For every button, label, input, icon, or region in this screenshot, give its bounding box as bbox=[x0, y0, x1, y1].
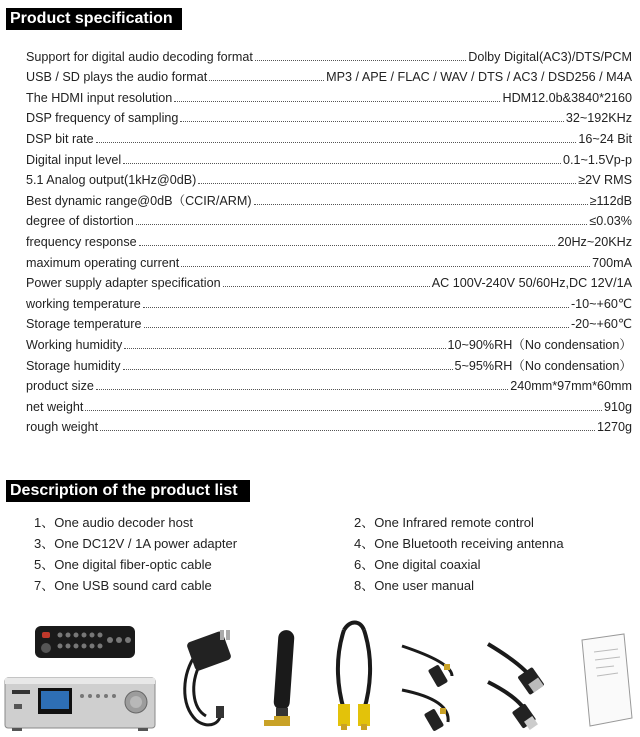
dot-leader bbox=[223, 286, 430, 287]
dot-leader bbox=[124, 348, 445, 349]
spec-label: Digital input level bbox=[26, 152, 122, 167]
spec-row bbox=[26, 65, 632, 86]
list-item: 7、One USB sound card cable bbox=[34, 578, 212, 593]
spec-value: 240mm*97mm*60mm bbox=[510, 379, 632, 394]
spec-row bbox=[26, 291, 632, 312]
dot-leader bbox=[181, 266, 590, 267]
spec-value: 910g bbox=[603, 399, 632, 414]
spec-value: Dolby Digital(AC3)/DTS/PCM bbox=[468, 49, 632, 64]
spec-value: -20~+60℃ bbox=[570, 317, 632, 332]
spec-label: working temperature bbox=[26, 296, 141, 311]
dot-leader bbox=[139, 245, 556, 246]
dot-leader bbox=[198, 183, 576, 184]
spec-value: AC 100V-240V 50/60Hz,DC 12V/1A bbox=[431, 276, 632, 291]
spec-row bbox=[26, 353, 632, 374]
optical-cable-image bbox=[392, 636, 462, 732]
spec-value: MP3 / APE / FLAC / WAV / DTS / AC3 / DSD256 / M4A bbox=[326, 70, 632, 85]
spec-label: rough weight bbox=[26, 420, 99, 435]
product-list bbox=[34, 513, 634, 596]
spec-label: Power supply adapter specification bbox=[26, 276, 221, 291]
dot-leader bbox=[144, 327, 569, 328]
spec-row bbox=[26, 374, 632, 395]
spec-row bbox=[26, 250, 632, 271]
dot-leader bbox=[143, 307, 569, 308]
spec-label: Storage temperature bbox=[26, 317, 142, 332]
spec-row bbox=[26, 106, 632, 127]
spec-table bbox=[26, 44, 632, 435]
spec-label: Support for digital audio decoding format bbox=[26, 49, 253, 64]
product-photos bbox=[0, 616, 640, 737]
list-section-title: Description of the product list bbox=[6, 480, 250, 502]
list-item: 6、One digital coaxial bbox=[354, 557, 481, 572]
dot-leader bbox=[123, 163, 561, 164]
spec-value: ≤0.03% bbox=[589, 214, 632, 229]
spec-value: 20Hz~20KHz bbox=[557, 234, 632, 249]
bluetooth-antenna-image bbox=[256, 626, 302, 734]
dot-leader bbox=[85, 410, 602, 411]
list-item: 8、One user manual bbox=[354, 578, 474, 593]
spec-row bbox=[26, 168, 632, 189]
spec-label: net weight bbox=[26, 399, 84, 414]
spec-label: product size bbox=[26, 379, 94, 394]
user-manual-image bbox=[578, 630, 636, 730]
spec-section-title: Product specification bbox=[6, 8, 182, 30]
spec-value: HDM12.0b&3840*2160 bbox=[502, 90, 632, 105]
spec-row bbox=[26, 394, 632, 415]
dot-leader bbox=[254, 204, 588, 205]
dot-leader bbox=[96, 142, 577, 143]
spec-value: 32~192KHz bbox=[565, 111, 632, 126]
spec-row bbox=[26, 332, 632, 353]
spec-label: 5.1 Analog output(1kHz@0dB) bbox=[26, 173, 197, 188]
spec-label: Storage humidity bbox=[26, 358, 121, 373]
spec-label: Best dynamic range@0dB（CCIR/ARM) bbox=[26, 193, 252, 208]
spec-value: 16~24 Bit bbox=[578, 131, 632, 146]
dot-leader bbox=[180, 121, 563, 122]
spec-label: The HDMI input resolution bbox=[26, 90, 173, 105]
spec-label: degree of distortion bbox=[26, 214, 134, 229]
spec-value: 0.1~1.5Vp-p bbox=[563, 152, 632, 167]
spec-label: frequency response bbox=[26, 234, 137, 249]
spec-row bbox=[26, 312, 632, 333]
spec-row bbox=[26, 126, 632, 147]
list-item: 5、One digital fiber-optic cable bbox=[34, 557, 212, 572]
spec-value: 1270g bbox=[596, 420, 632, 435]
power-adapter-image bbox=[176, 624, 242, 732]
decoder-host-image bbox=[4, 674, 158, 732]
dot-leader bbox=[255, 60, 466, 61]
spec-row bbox=[26, 209, 632, 230]
dot-leader bbox=[174, 101, 500, 102]
spec-value: ≥2V RMS bbox=[578, 173, 632, 188]
dot-leader bbox=[96, 389, 508, 390]
spec-value: 700mA bbox=[592, 255, 632, 270]
spec-value: -10~+60℃ bbox=[570, 296, 632, 311]
dot-leader bbox=[123, 369, 453, 370]
spec-value: 5~95%RH（No condensation） bbox=[454, 358, 632, 373]
spec-row bbox=[26, 415, 632, 436]
usb-cable-image bbox=[478, 636, 550, 732]
spec-label: maximum operating current bbox=[26, 255, 180, 270]
list-item: 2、One Infrared remote control bbox=[354, 515, 534, 530]
dot-leader bbox=[100, 430, 595, 431]
spec-row bbox=[26, 271, 632, 292]
spec-label: DSP bit rate bbox=[26, 131, 94, 146]
spec-label: DSP frequency of sampling bbox=[26, 111, 179, 126]
spec-value: 10~90%RH（No condensation） bbox=[447, 337, 632, 352]
spec-row bbox=[26, 188, 632, 209]
spec-label: USB / SD plays the audio format bbox=[26, 70, 208, 85]
list-item: 4、One Bluetooth receiving antenna bbox=[354, 536, 564, 551]
spec-value: ≥112dB bbox=[589, 193, 632, 208]
spec-row bbox=[26, 85, 632, 106]
list-item: 1、One audio decoder host bbox=[34, 515, 193, 530]
coaxial-cable-image bbox=[330, 620, 378, 732]
spec-row bbox=[26, 147, 632, 168]
remote-control-image bbox=[34, 624, 136, 660]
dot-leader bbox=[136, 224, 588, 225]
spec-row bbox=[26, 229, 632, 250]
list-item: 3、One DC12V / 1A power adapter bbox=[34, 536, 238, 551]
spec-row bbox=[26, 44, 632, 65]
dot-leader bbox=[209, 80, 324, 81]
spec-label: Working humidity bbox=[26, 337, 123, 352]
